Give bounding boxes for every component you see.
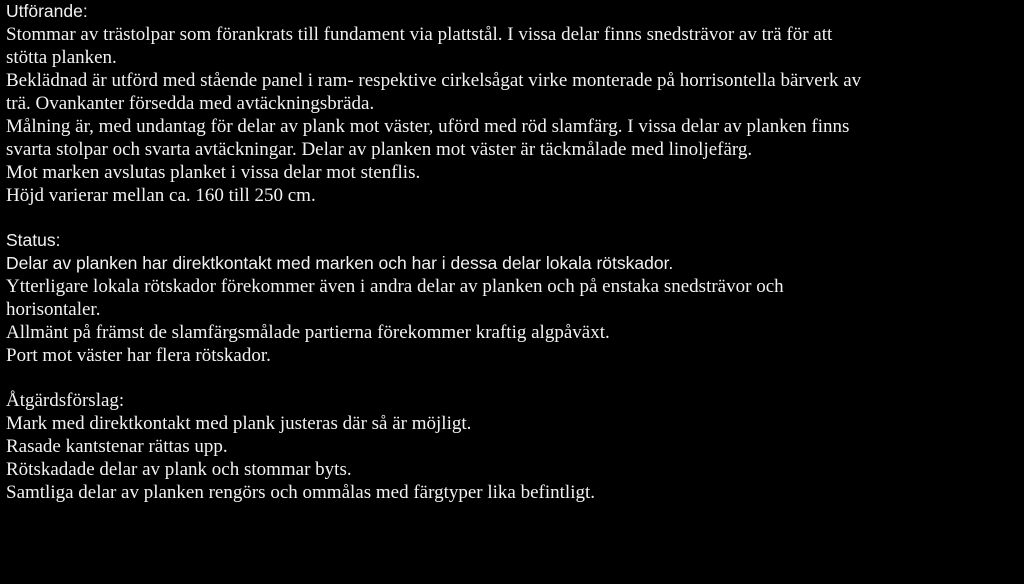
paragraph-line: horisontaler. — [6, 299, 101, 320]
paragraph-line: Målning är, med undantag för delar av plank mot väster, uförd med röd slamfärg. I vissa delar av planken finns — [6, 116, 850, 137]
section-atgardsforslag — [6, 389, 1020, 504]
paragraph-line: Port mot väster har flera rötskador. — [6, 345, 271, 366]
paragraph-line: stötta planken. — [6, 47, 117, 68]
paragraph-line: Beklädnad är utförd med stående panel i ram- respektive cirkelsågat virke monterade på horrisontella bärverk av — [6, 70, 862, 91]
section-spacer — [6, 207, 1020, 229]
paragraph-line: Stommar av trästolpar som förankrats till fundament via plattstål. I vissa delar finns snedsträvor av trä för att — [6, 24, 833, 45]
paragraph-line: trä. Ovankanter försedda med avtäckningsbräda. — [6, 93, 375, 114]
paragraph-line: Höjd varierar mellan ca. 160 till 250 cm. — [6, 185, 316, 206]
paragraph-line: Ytterligare lokala rötskador förekommer även i andra delar av planken och på enstaka snedsträvor och — [6, 276, 784, 297]
paragraph-line: Rötskadade delar av plank och stommar byts. — [6, 459, 352, 480]
paragraph-line: Rasade kantstenar rättas upp. — [6, 436, 228, 457]
paragraph-line: Samtliga delar av planken rengörs och ommålas med färgtyper lika befintligt. — [6, 482, 595, 503]
paragraph-line: Delar av planken har direktkontakt med marken och har i dessa delar lokala rötskador. — [6, 253, 674, 273]
paragraph-line: Mark med direktkontakt med plank justeras där så är möjligt. — [6, 413, 472, 434]
document-body — [6, 0, 1020, 504]
paragraph-line: Mot marken avslutas planket i vissa delar mot stenflis. — [6, 162, 421, 183]
section-spacer — [6, 367, 1020, 389]
section-heading-atgardsforslag: Åtgärdsförslag: — [6, 390, 125, 411]
section-heading-utforande: Utförande: — [6, 1, 88, 21]
section-status — [6, 229, 1020, 367]
section-utforande — [6, 0, 1020, 207]
paragraph-line: svarta stolpar och svarta avtäckningar. Delar av planken mot väster är täckmålade med linoljefärg. — [6, 139, 753, 160]
paragraph-line: Allmänt på främst de slamfärgsmålade partierna förekommer kraftig algpåväxt. — [6, 322, 610, 343]
section-heading-status: Status: — [6, 230, 61, 250]
